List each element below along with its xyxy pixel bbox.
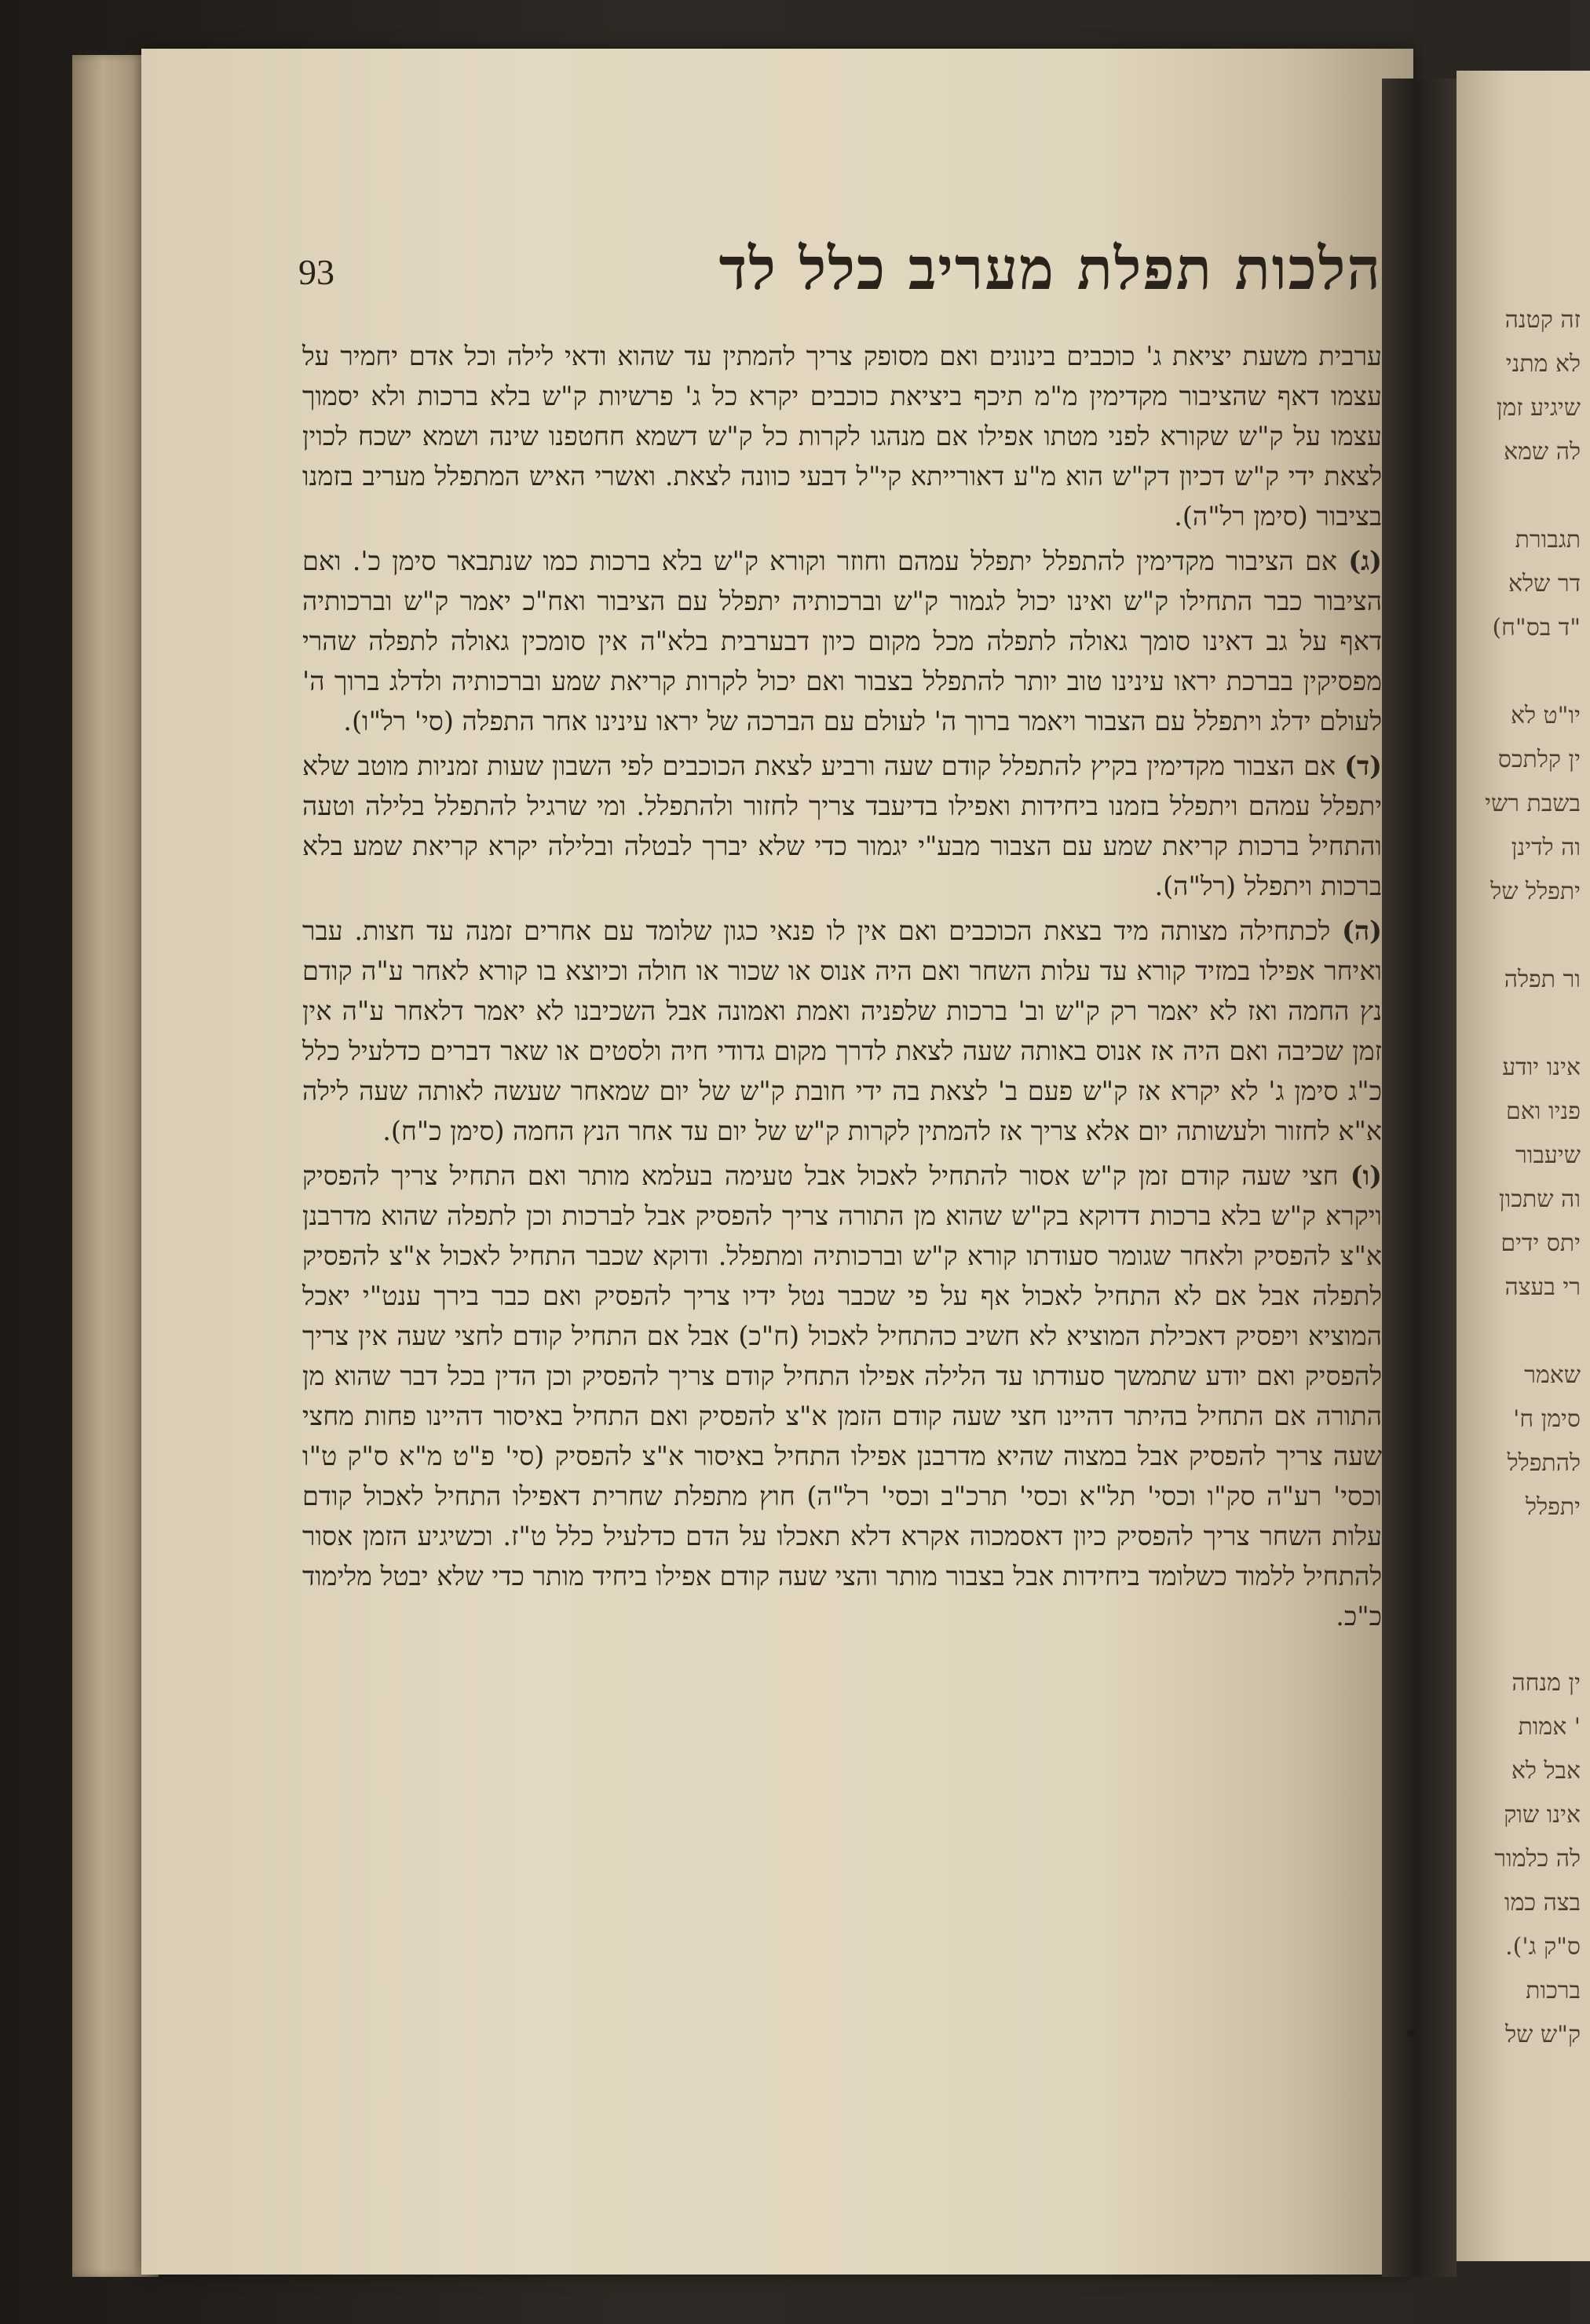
facing-page-fragment [1457,71,1590,2261]
facing-page-line: אינו שוק [1504,1801,1581,1829]
paragraph [302,336,1382,536]
paragraph [302,1156,1382,1636]
facing-page-line: ק"ש של [1505,2021,1581,2048]
page-header [298,236,1382,322]
facing-page-line: לה כלמור [1494,1845,1581,1873]
facing-page-line: ' אמות [1518,1713,1581,1741]
facing-page-line: לה שמא [1504,438,1581,466]
facing-page-line: יתפלל [1526,1493,1581,1521]
paragraph [302,541,1382,741]
paragraph-number: (ג) [1348,546,1382,576]
facing-page-line: וה לדינן [1511,834,1581,861]
facing-page-line: סימן ח' [1513,1405,1581,1433]
facing-page-line: תגבורת [1515,526,1581,554]
facing-page-line: ור תפלה [1504,966,1581,993]
facing-page-line: אינו יודע [1502,1054,1581,1081]
facing-page-line: אבל לא [1511,1757,1581,1785]
paragraph-number: (ה) [1342,915,1382,946]
paragraph-text: חצי שעה קודם זמן ק"ש אסור להתחיל לאכול אבל טעימה בעלמא מותר ואם התחיל צריך להפסיק ויקרא ק"ש בלא ברכות דדוקא בק"ש שהוא מן התורה צריך להפסיק אבל לברכות וכן לתפלה שהוא מדרבנן א"צ להפסיק ולאחר שגומר סעודתו קורא ק"ש וברכותיה ומתפלל. ודוקא שכבר התחיל לאכול א"צ להפסיק לתפלה אבל אם לא התחיל לאכול אף על פי שכבר נטל ידיו צריך להפסיק ואם כבר בירך ענט"י יאכל המוציא ויפסיק דאכילת המוציא לא חשיב כהתחיל לאכול (ח"כ) אבל אם התחיל קודם לחצי שעה אין צריך להפסיק ואם יודע שתמשך סעודתו עד הלילה אפילו התחיל קודם צריך להפסיק וכן הדין בכל דבר שהוא מן התורה אם התחיל בהיתר דהיינו חצי שעה קודם הזמן א"צ להפסיק ואם התחיל באיסור דהיינו פחות מחצי שעה צריך להפסיק אבל במצוה שהיא מדרבנן אפילו התחיל באיסור א"צ להפסיק (סי' פ"ט מ"א ס"ק ט"ו וכסי' רע"ה סק"ו וכסי' תל"א וכסי' תרכ"ב וכסי' רל"ה) חוץ מתפלת שחרית דאפילו התחיל לאכול קודם עלות השחר צריך להפסיק כיון דאסמכוה אקרא דלא תאכלו על הדם כדלעיל כלל ט"ז. וכשיגיע הזמן אסור להתחיל ללמוד כשלומד ביחידות אבל בצבור מותר והצי שעה קודם אפילו ביחיד מותר כדי שלא יבטל מלימוד כ"כ. [302,1160,1382,1632]
facing-page-line: רי בעצה [1504,1273,1581,1301]
paragraph [302,746,1382,906]
facing-page-line: פניו ואם [1506,1098,1581,1125]
facing-page-line: דר שלא [1508,570,1581,597]
facing-page-line: שיעבור [1515,1142,1581,1169]
paragraph-text: לכתחילה מצותה מיד בצאת הכוכבים ואם אין לו פנאי כגון שלומד עם אחרים זמנה עד חצות. עבר ואיחר אפילו במזיד קורא עד עלות השחר ואם היה אנוס או שכור או חולה וכיוצא בו קורא לאחר ע"ה קודם נץ החמה ואז לא יאמר רק ק"ש וב' ברכות שלפניה ואמת ואמונה אבל השכיבנו לא יאמר דלאחר ע"ה אין זמן שכיבה ואם היה אז אנוס באותה שעה לצאת לדרך מקום גדודי חיה ולסטים או שאר דברים כדלעיל כלל כ"ג סימן ג' לא יקרא אז ק"ש פעם ב' לצאת בה ידי חובת ק"ש של יום שמאחר שעשה לאותה שעה לילה א"א לחזור ולעשותה יום אלא צריך אז להמתין לקרות ק"ש של יום עד אחר הנץ החמה (סימן כ"ח). [302,915,1382,1146]
facing-page-line: ס"ק ג'). [1505,1933,1581,1960]
paragraph-text: אם הצבור מקדימין בקיץ להתפלל קודם שעה ורביע לצאת הכוכבים לפי השבון שעות זמניות מוטב שלא יתפלל עמהם ויתפלל בזמנו ביחידות ואפילו בדיעבד צריך לחזור ולהתפלל. ומי שרגיל להתפלל בלילה וטעה והתחיל ברכות קריאת שמע עם הצבור מבע"י יגמור כדי שלא יברך לבטלה ובלילה יקרא קריאת שמע בלא ברכות ויתפלל (רל"ה). [302,751,1382,901]
margin-dot [1407,2030,1415,2037]
facing-page-line: ין מנחה [1511,1669,1581,1697]
body-text [302,336,1382,1641]
facing-page-line: יו"ט לא [1510,702,1581,729]
facing-page-line: ין קלתכס [1497,746,1581,773]
facing-page-line: יתפלל של [1490,878,1581,905]
facing-page-line: יתס ידים [1500,1230,1581,1257]
facing-page-line: וה שתכון [1499,1186,1581,1213]
paragraph-text: אם הציבור מקדימין להתפלל יתפלל עמהם וחוזר וקורא ק"ש בלא ברכות כמו שנתבאר סימן כ'. ואם הציבור כבר התחילו ק"ש ואינו יכול לגמור ק"ש וברכותיה יתפלל עם הציבור ואח"כ יאמר ק"ש וברכותיה דאף על גב דאינו סומך גאולה לתפלה מכל מקום כיון דבערבית בלא"ה אין סומכין גאולה לתפלה שהרי מפסיקין בברכת יראו עינינו טוב יותר להתפלל בצבור ואם יכול לקרות קריאת שמע וברכותיה ולדלג ברוך ה' לעולם ידלג ויתפלל עם הצבור ויאמר ברוך ה' לעולם עם הברכה של יראו עינינו אחר התפלה (סי' רל"ו). [302,546,1382,736]
facing-page-line: "ד בס"ח) [1492,614,1581,641]
paragraph-number: (ד) [1344,751,1382,781]
paragraph [302,911,1382,1151]
facing-page-line: לא מתני [1505,350,1581,378]
facing-page-line: שיגיע זמן [1496,394,1581,422]
facing-page-line: זה קטנה [1504,306,1581,334]
running-head: הלכות תפלת מעריב כלל לד [718,236,1382,303]
facing-page-line: להתפלל [1507,1449,1581,1477]
book-gutter [1382,79,1457,2277]
paragraph-number: (ו) [1350,1160,1382,1191]
facing-page-line: בשבת רשי [1485,790,1581,817]
facing-page-line: שאמר [1524,1361,1581,1389]
facing-page-line: ברכות [1526,1977,1581,2004]
facing-page-line: בצה כמו [1504,1889,1581,1917]
page-number: 93 [298,252,334,292]
paragraph-text: ערבית משעת יציאת ג' כוכבים בינונים ואם מסופק צריך להמתין עד שהוא ודאי לילה וכל אדם יחמיר על עצמו דאף שהציבור מקדימין מ"מ תיכף ביציאת כוכבים יקרא כל ג' פרשיות ק"ש בלא ברכות ולא יסמוך עצמו על ק"ש שקורא לפני מטתו אפילו אם מנהגו לקרות כל ק"ש דשמא חחטפנו שינה ושמא ישכח לכוין לצאת ידי ק"ש דכיון דק"ש הוא מ"ע דאורייתא קי"ל דבעי כוונה לצאת. ואשרי האיש המתפלל מעריב בזמנו בציבור (סימן רל"ה). [302,341,1382,532]
